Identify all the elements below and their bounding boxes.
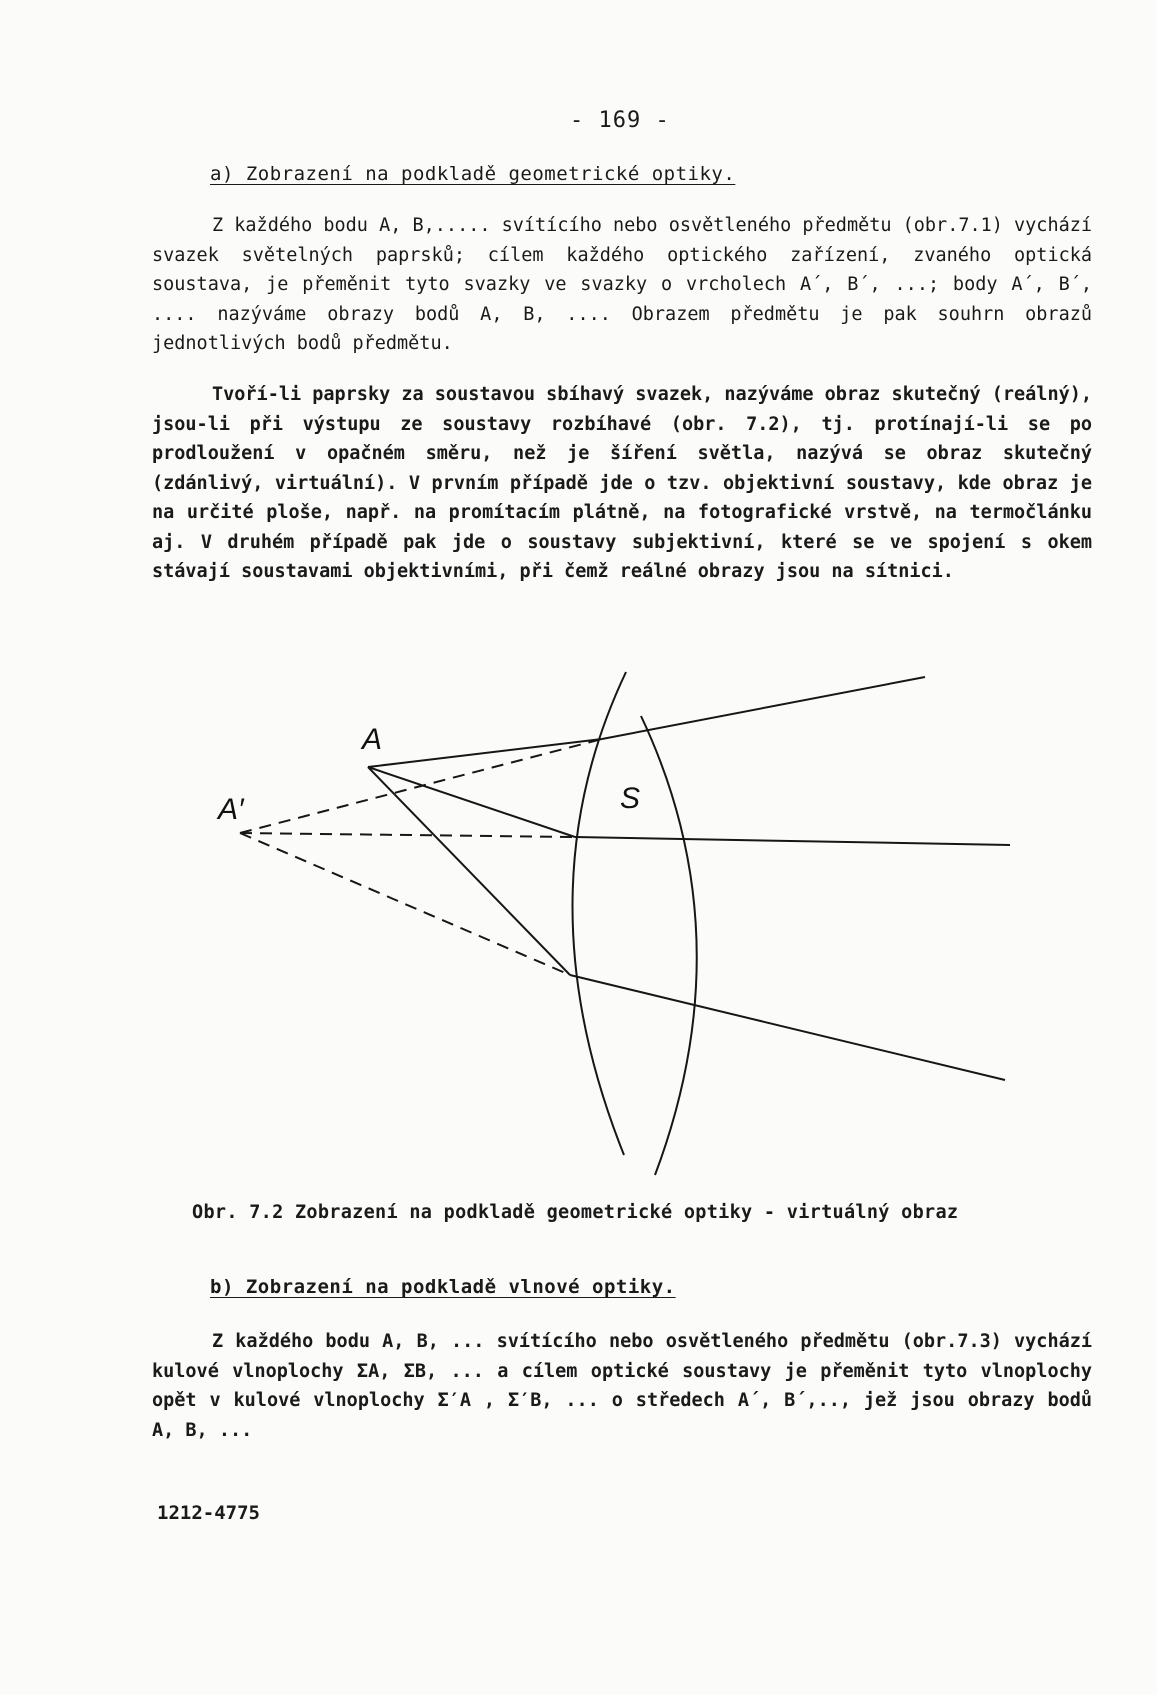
- figure-caption: Obr. 7.2 Zobrazení na podkladě geometrické optiky - virtuálný obraz: [192, 1202, 959, 1223]
- lens-back-surface: [641, 716, 697, 1175]
- section-b-heading: b) Zobrazení na podkladě vlnové optiky.: [210, 1276, 676, 1298]
- point-a-label: A: [362, 723, 383, 756]
- ray-lower-emergent: [570, 975, 1005, 1080]
- point-a-prime-label: A′: [218, 793, 244, 826]
- section-a-heading: a) Zobrazení na podkladě geometrické optiky.: [210, 163, 736, 185]
- ray-upper-emergent: [602, 677, 925, 739]
- ray-middle-emergent: [575, 837, 1010, 845]
- ray-middle-extension: [240, 833, 575, 837]
- ray-lower-incident: [368, 767, 570, 975]
- document-code: 1212-4775: [157, 1502, 260, 1524]
- ray-upper-extension: [240, 739, 602, 833]
- lens-s-label: S: [620, 782, 641, 815]
- ray-middle-incident: [368, 767, 575, 837]
- lens-ray-diagram: [0, 660, 1157, 1180]
- page-number: - 169 -: [570, 108, 670, 133]
- ray-lower-extension: [240, 833, 570, 975]
- section-b-paragraph: Z každého bodu A, B, ... svítícího nebo osvětleného předmětu (obr.7.3) vychází kulové vlnoplochy ΣA, ΣB, ... a cílem optické soustavy je přeměnit tyto vlnoplochy opět v kulové vlnoplochy Σ′A , Σ′B, ... o středech A´, B´,.., jež jsou obrazy bodů A, B, ...: [152, 1331, 1092, 1441]
- section-a-paragraph-1: Z každého bodu A, B,..... svítícího nebo osvětleného předmětu (obr.7.1) vychází svazek světelných paprsků; cílem každého optického zařízení, zvaného optická soustava, je přeměnit tyto svazky ve svazky o vrcholech A´, B´, ...; body A´, B´, .... nazýváme obrazy bodů A, B, .... Obrazem předmětu je pak souhrn obrazů jednotlivých bodů předmětu.: [152, 215, 1092, 354]
- section-a-paragraph-2: Tvoří-li paprsky za soustavou sbíhavý svazek, nazýváme obraz skutečný (reálný), jsou-li při výstupu ze soustavy rozbíhavé (obr. 7.2), tj. protínají-li se po prodloužení v opačném směru, než je šíření světla, nazývá se obraz skutečný (zdánlivý, virtuální). V prvním případě jde o tzv. objektivní soustavy, kde obraz je na určité ploše, např. na promítacím plátně, na fotografické vrstvě, na termočlánku aj. V druhém případě pak jde o soustavy subjektivní, které se ve spojení s okem stávají soustavami objektivními, při čemž reálné obrazy jsou na sítnici.: [152, 384, 1092, 582]
- ray-upper-incident: [368, 739, 602, 767]
